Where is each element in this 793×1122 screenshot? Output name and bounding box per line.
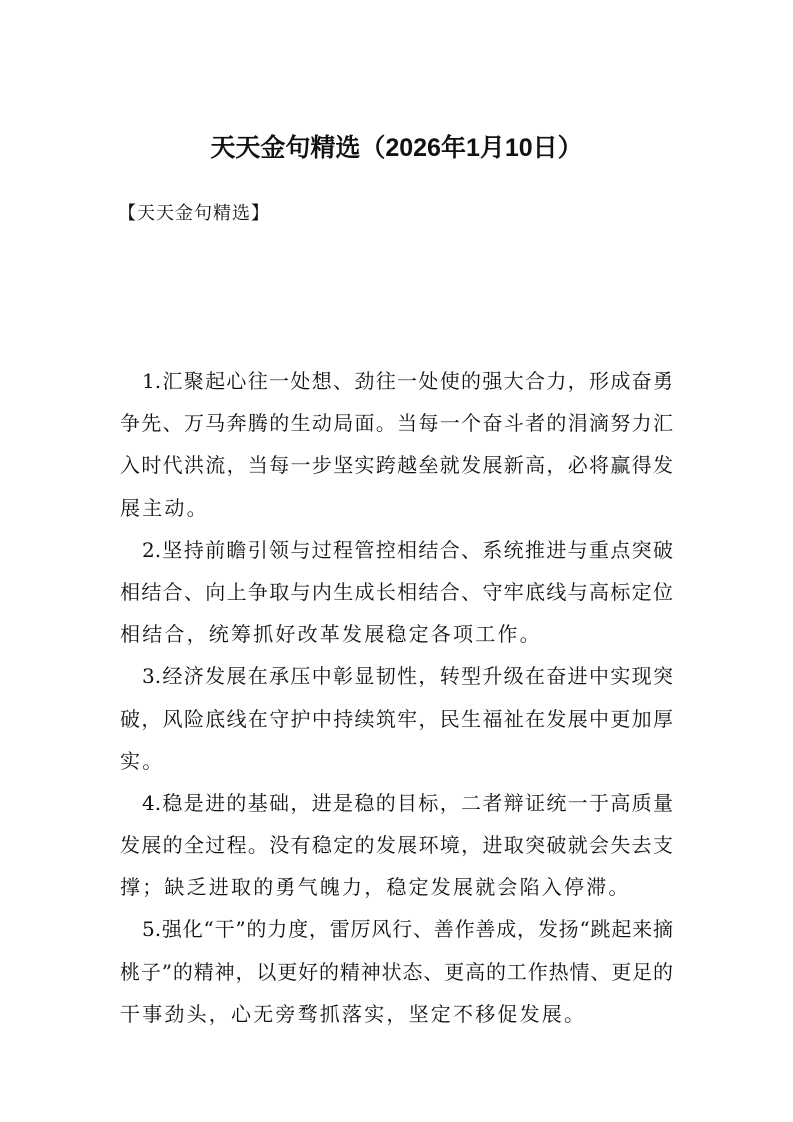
- text-line: 破，风险底线在守护中持续筑牢，民生福祉在发展中更加厚: [120, 706, 673, 731]
- document-title: 天天金句精选（2026年1月10日）: [210, 134, 583, 162]
- text-line: 相结合，统筹抓好改革发展稳定各项工作。: [120, 622, 542, 647]
- text-line: 入时代洪流，当每一步坚实跨越垒就发展新高，必将赢得发: [120, 453, 673, 478]
- text-line: 实。: [120, 748, 165, 773]
- text-line: 相结合、向上争取与内生成长相结合、守牢底线与高标定位: [120, 579, 673, 604]
- text-line: 1.汇聚起心往一处想、劲往一处使的强大合力，形成奋勇: [142, 369, 673, 393]
- text-line: 发展的全过程。没有稳定的发展环境，进取突破就会失去支: [120, 833, 673, 858]
- paragraph-2: [120, 535, 673, 662]
- document-body: [120, 366, 673, 1041]
- text-line: 4.稳是进的基础，进是稳的目标，二者辩证统一于高质量: [142, 790, 673, 815]
- paragraph-1: [120, 366, 673, 535]
- text-line: 争先、万马奔腾的生动局面。当每一个奋斗者的涓滴努力汇: [120, 411, 673, 436]
- text-line: 撑；缺乏进取的勇气魄力，稳定发展就会陷入停滞。: [120, 875, 631, 900]
- text-line: 5.强化“干”的力度，雷厉风行、善作善成，发扬“跳起来摘: [142, 917, 673, 942]
- paragraph-4: [120, 788, 673, 915]
- text-line: 展主动。: [120, 495, 209, 520]
- section-heading: 【天天金句精选】: [118, 203, 270, 224]
- text-line: 干事劲头，心无旁骛抓落实，坚定不移促发展。: [120, 1001, 587, 1026]
- text-line: 2.坚持前瞻引领与过程管控相结合、系统推进与重点突破: [142, 537, 673, 562]
- paragraph-5: [120, 914, 673, 1041]
- text-line: 桃子”的精神，以更好的精神状态、更高的工作热情、更足的: [120, 959, 673, 984]
- text-line: 3.经济发展在承压中彰显韧性，转型升级在奋进中实现突: [142, 664, 673, 689]
- paragraph-3: [120, 661, 673, 788]
